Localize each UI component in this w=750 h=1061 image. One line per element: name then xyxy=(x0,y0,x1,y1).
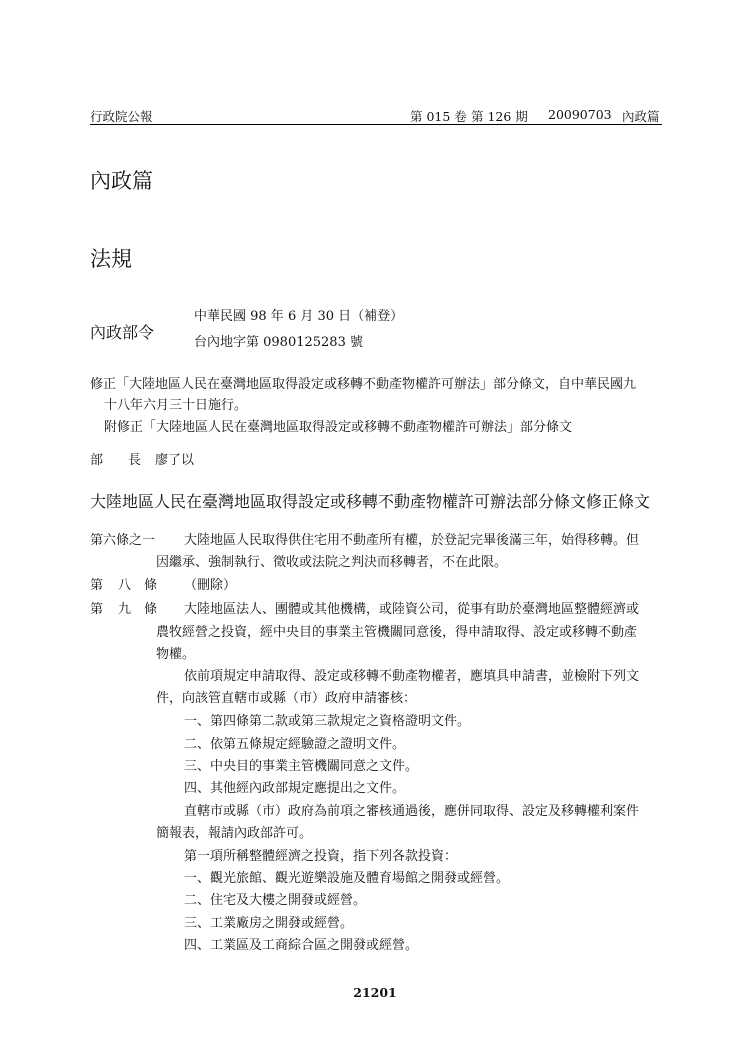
signature-title-char-2: 長 xyxy=(128,453,142,468)
article-text-line: 大陸地區人民取得供住宅用不動產所有權，於登記完畢後滿三年，始得移轉。但 xyxy=(184,533,640,548)
article-label-char: 九 xyxy=(118,602,132,617)
article-label: 第六條之一 xyxy=(90,533,156,548)
article-text-line: 件，向該管直轄市或縣（市）政府申請審核： xyxy=(156,691,417,706)
article-list-item: 二、住宅及大樓之開發或經營。 xyxy=(184,893,367,908)
article-list-item: 三、中央目的事業主管機關同意之文件。 xyxy=(184,759,419,774)
article-label-char: 條 xyxy=(144,578,158,593)
header-rule xyxy=(90,124,662,125)
issue-date: 20090703 xyxy=(548,107,612,122)
order-date: 中華民國 98 年 6 月 30 日（補登） xyxy=(194,309,404,324)
announcement-line-1: 修正「大陸地區人民在臺灣地區取得設定或移轉不動產物權許可辦法」部分條文，自中華民國九 xyxy=(90,377,637,392)
announcement-line-3: 附修正「大陸地區人民在臺灣地區取得設定或移轉不動產物權許可辦法」部分條文 xyxy=(104,420,573,435)
article-text-line: 第一項所稱整體經濟之投資，指下列各款投資： xyxy=(184,849,458,864)
article-list-item: 一、觀光旅館、觀光遊樂設施及體育場館之開發或經營。 xyxy=(184,871,510,886)
article-list-item: 一、第四條第二款或第三款規定之資格證明文件。 xyxy=(184,714,471,729)
signature-title-char-1: 部 xyxy=(90,453,104,468)
article-list-item: 二、依第五條規定經驗證之證明文件。 xyxy=(184,737,406,752)
issue-number: 第 126 期 xyxy=(471,109,528,124)
page-number: 21201 xyxy=(353,985,397,1000)
article-list-item: 四、工業區及工商綜合區之開發或經營。 xyxy=(184,938,419,953)
article-label-char: 條 xyxy=(144,602,158,617)
volume-number: 第 015 卷 xyxy=(410,109,467,124)
announcement-line-2: 十八年六月三十日施行。 xyxy=(104,398,248,413)
gazette-name: 行政院公報 xyxy=(90,109,153,124)
article-label-char: 八 xyxy=(118,578,132,593)
article-list-item: 三、工業廠房之開發或經營。 xyxy=(184,916,354,931)
article-text-line: 簡報表，報請內政部許可。 xyxy=(156,826,313,841)
article-label-char: 第 xyxy=(90,578,104,593)
article-text-line: 因繼承、強制執行、徵收或法院之判決而移轉者，不在此限。 xyxy=(156,555,508,570)
amendment-title: 大陸地區人民在臺灣地區取得設定或移轉不動產物權許可辦法部分條文修正條文 xyxy=(90,492,651,511)
article-text-line: （刪除） xyxy=(184,578,237,593)
header-section: 內政篇 xyxy=(622,109,660,124)
signature-name: 廖了以 xyxy=(155,453,195,468)
article-text-line: 依前項規定申請取得、設定或移轉不動產物權者，應填具申請書，並檢附下列文 xyxy=(184,669,640,684)
order-issuer: 內政部令 xyxy=(90,323,155,342)
category-title: 法規 xyxy=(90,247,132,271)
section-title: 內政篇 xyxy=(90,169,153,193)
article-text-line: 農牧經營之投資，經中央目的事業主管機關同意後，得申請取得、設定或移轉不動產 xyxy=(156,625,638,640)
article-text-line: 直轄市或縣（市）政府為前項之審核通過後，應併同取得、設定及移轉權利案件 xyxy=(184,804,640,819)
article-list-item: 四、其他經內政部規定應提出之文件。 xyxy=(184,781,406,796)
article-label-char: 第 xyxy=(90,602,104,617)
article-text-line: 大陸地區法人、團體或其他機構，或陸資公司，從事有助於臺灣地區整體經濟或 xyxy=(184,602,640,617)
order-doc-number: 台內地字第 0980125283 號 xyxy=(194,335,363,350)
article-text-line: 物權。 xyxy=(156,647,196,662)
